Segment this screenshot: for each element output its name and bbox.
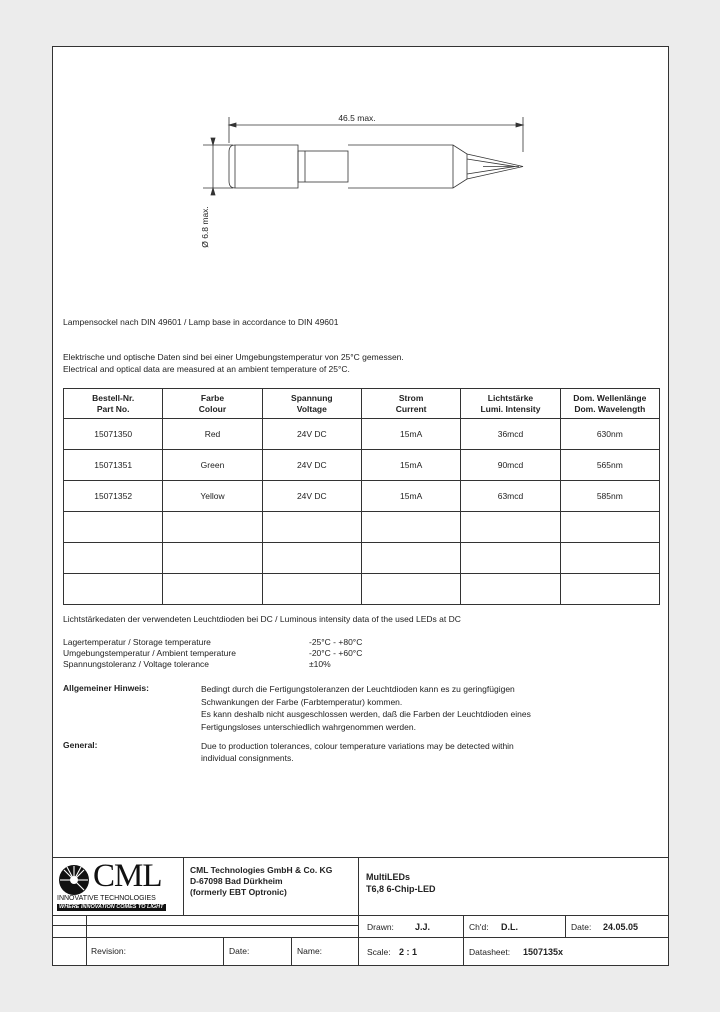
spec-value: -20°C - +60°C (309, 648, 363, 658)
drawn-label: Drawn: (367, 922, 394, 932)
scale-value: 2 : 1 (399, 947, 418, 957)
cell-wavelength: 565nm (560, 450, 659, 481)
cell-colour (163, 574, 262, 605)
cell-voltage (262, 574, 361, 605)
company-logo (57, 858, 179, 913)
table-row (64, 481, 660, 512)
scale-label: Scale: (367, 947, 391, 957)
cell-current (361, 543, 460, 574)
cell-current (361, 574, 460, 605)
cell-intensity (461, 512, 560, 543)
cell-part-no (64, 512, 163, 543)
date-label: Date: (571, 922, 592, 932)
datasheet-sheet (52, 46, 669, 966)
cell-voltage: 24V DC (262, 419, 361, 450)
title-block (53, 857, 668, 966)
lamp-base-note: Lampensockel nach DIN 49601 / Lamp base in accordance to DIN 49601 (63, 317, 339, 327)
spec-label: Spannungstoleranz / Voltage tolerance (63, 659, 210, 669)
column-header-wavelength: Dom. Wellenlänge Dom. Wavelength (560, 389, 659, 419)
cell-voltage: 24V DC (262, 481, 361, 512)
cell-current: 15mA (361, 419, 460, 450)
cell-part-no (64, 543, 163, 574)
cell-wavelength (560, 512, 659, 543)
cell-intensity: 36mcd (461, 419, 560, 450)
drawn-value: J.J. (415, 922, 431, 932)
led-sunburst-icon (57, 863, 91, 897)
column-header-part-no: Bestell-Nr. Part No. (64, 389, 163, 419)
company-address: CML Technologies GmbH & Co. KG D-67098 Bad Dürkheim (formerly EBT Optronic) (190, 865, 333, 897)
logo-text: CML (93, 858, 162, 894)
intensity-note: Lichtstärkedaten der verwendeten Leuchtdioden bei DC / Luminous intensity data of the used LEDs at DC (63, 614, 461, 624)
cell-intensity: 90mcd (461, 450, 560, 481)
cell-colour (163, 512, 262, 543)
spec-value: -25°C - +80°C (309, 637, 363, 647)
table-row (64, 512, 660, 543)
date-value: 24.05.05 (603, 922, 639, 932)
table-row (64, 574, 660, 605)
column-header-colour: Farbe Colour (163, 389, 262, 419)
cell-intensity (461, 574, 560, 605)
spec-label: Lagertemperatur / Storage temperature (63, 637, 211, 647)
cell-part-no (64, 574, 163, 605)
led-spec-table (63, 388, 660, 605)
table-header-row (64, 389, 660, 419)
general-note-de-text: Bedingt durch die Fertigungstoleranzen der Leuchtdioden kann es zu geringfügigen Schwankungen der Farbe (Farbtemperatur) kommen. Es kann deshalb nicht ausgeschlossen werden, daß die Farben der Leuchtdioden eines Fertigungsloses unterschiedlich wahrgenommen werden. (201, 684, 531, 733)
temperature-note-en: Electrical and optical data are measured at an ambient temperature of 25°C. (63, 364, 350, 374)
length-dimension-label: 46.5 max. (338, 113, 376, 123)
spec-value: ±10% (309, 659, 331, 669)
revision-label: Revision: (91, 946, 126, 956)
datasheet-label: Datasheet: (469, 947, 511, 957)
cell-colour: Yellow (163, 481, 262, 512)
column-header-intensity: Lichtstärke Lumi. Intensity (461, 389, 560, 419)
cell-intensity (461, 543, 560, 574)
cell-colour: Red (163, 419, 262, 450)
cell-current (361, 512, 460, 543)
logo-tagline: WHERE INNOVATION COMES TO LIGHT (59, 904, 164, 910)
cell-wavelength: 585nm (560, 481, 659, 512)
cell-part-no: 15071352 (64, 481, 163, 512)
general-note-en-text: Due to production tolerances, colour temperature variations may be detected within individual consignments. (201, 741, 514, 764)
cell-voltage (262, 543, 361, 574)
cell-voltage (262, 512, 361, 543)
cell-current: 15mA (361, 450, 460, 481)
revision-date-label: Date: (229, 946, 250, 956)
column-header-voltage: Spannung Voltage (262, 389, 361, 419)
cell-part-no: 15071351 (64, 450, 163, 481)
general-note-de-label: Allgemeiner Hinweis: (63, 683, 149, 693)
datasheet-value: 1507135x (523, 947, 564, 957)
cell-colour: Green (163, 450, 262, 481)
temperature-note-de: Elektrische und optische Daten sind bei einer Umgebungstemperatur von 25°C gemessen. (63, 352, 404, 362)
cell-wavelength (560, 543, 659, 574)
table-row (64, 543, 660, 574)
cell-intensity: 63mcd (461, 481, 560, 512)
lamp-drawing (53, 47, 668, 287)
cell-part-no: 15071350 (64, 419, 163, 450)
checked-value: D.L. (501, 922, 518, 932)
column-header-current: Strom Current (361, 389, 460, 419)
diameter-dimension-label: Ø 6.8 max. (200, 206, 210, 248)
cell-voltage: 24V DC (262, 450, 361, 481)
general-note-en-label: General: (63, 740, 98, 750)
logo-subtitle: INNOVATIVE TECHNOLOGIES (57, 895, 156, 902)
revision-name-label: Name: (297, 946, 323, 956)
cell-current: 15mA (361, 481, 460, 512)
product-title: MultiLEDs T6,8 6-Chip-LED (366, 872, 436, 894)
spec-label: Umgebungstemperatur / Ambient temperature (63, 648, 236, 658)
cell-wavelength (560, 574, 659, 605)
table-row (64, 419, 660, 450)
table-row (64, 450, 660, 481)
cell-wavelength: 630nm (560, 419, 659, 450)
cell-colour (163, 543, 262, 574)
checked-label: Ch'd: (469, 922, 489, 932)
